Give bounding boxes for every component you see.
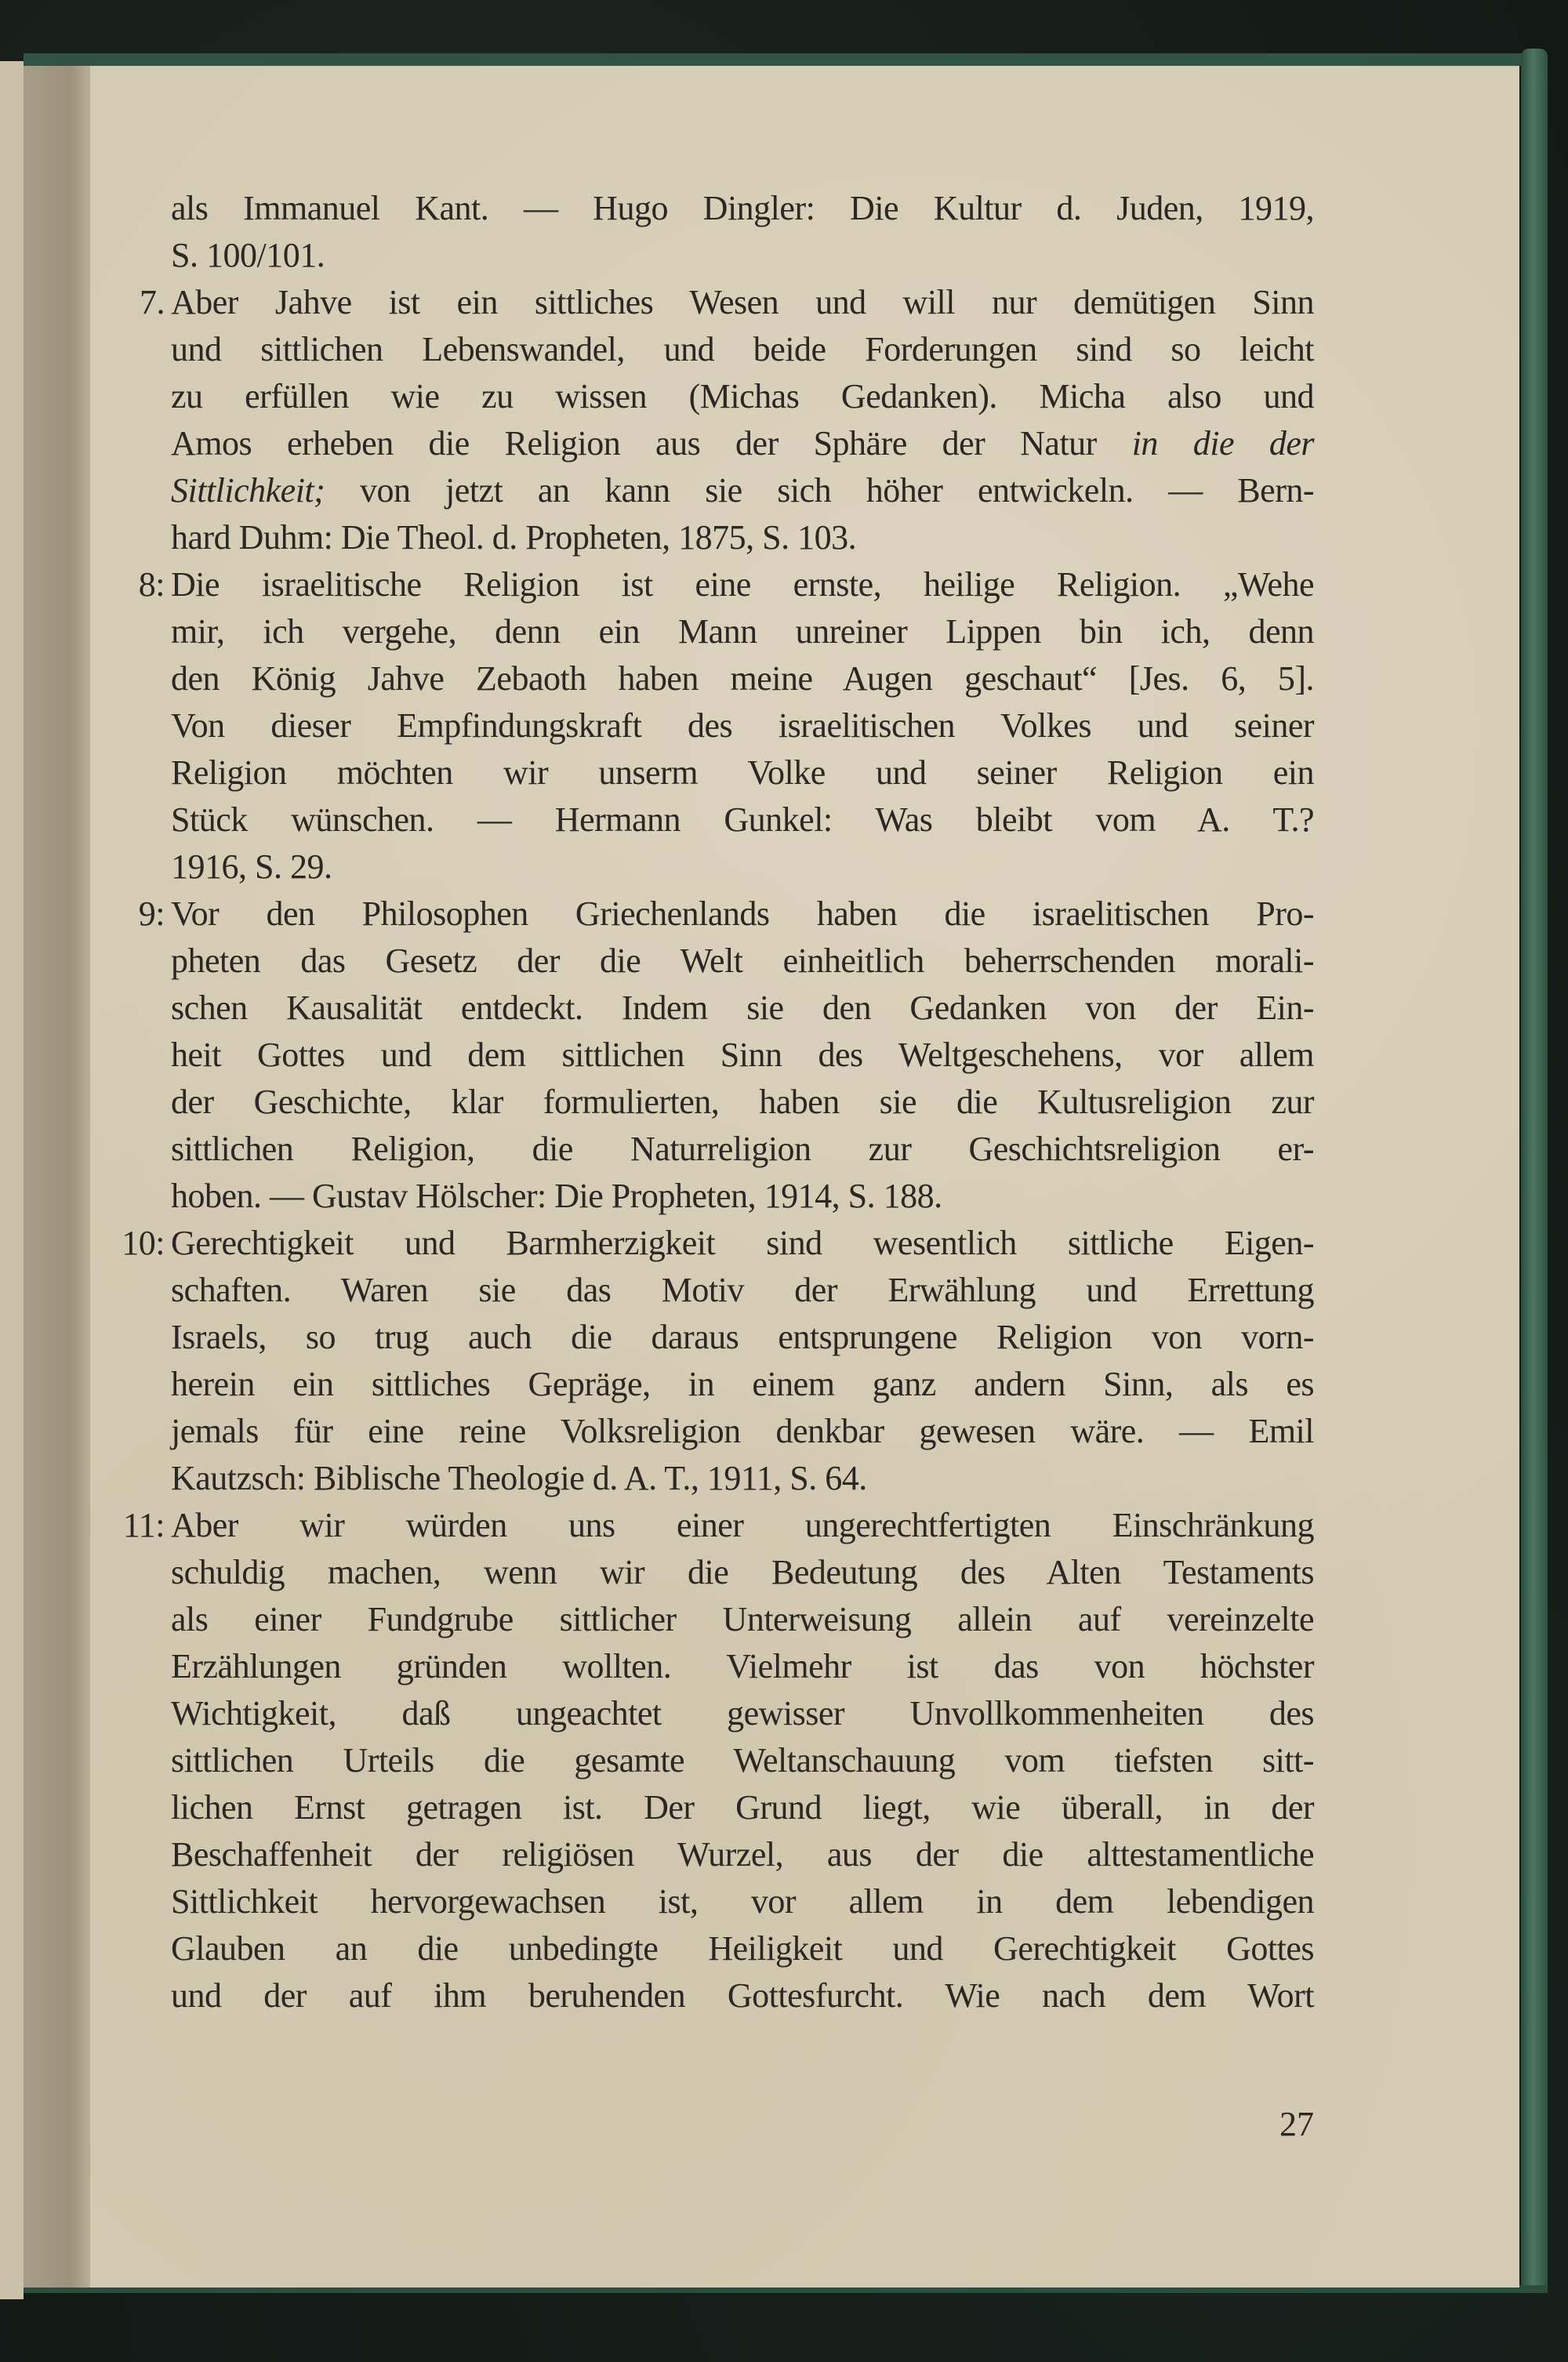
text-line: Die israelitische Religion ist eine ernste, heilige Religion. „Wehe: [171, 565, 1314, 604]
text-line: Religion möchten wir unserm Volke und seiner Religion ein: [171, 753, 1314, 792]
note-10: [122, 1220, 1314, 1502]
text-line: [171, 467, 1314, 514]
text-line: hard Duhm: Die Theol. d. Propheten, 1875, S. 103.: [171, 518, 857, 557]
text-line: Vor den Philosophen Griechenlands haben die israelitischen Pro-: [171, 894, 1314, 933]
text-line: Von dieser Empfindungskraft des israelitischen Volkes und seiner: [171, 706, 1314, 745]
text-line: Erzählungen gründen wollten. Vielmehr ist das von höchster: [171, 1647, 1314, 1685]
text-line: Stück wünschen. — Hermann Gunkel: Was bleibt vom A. T.?: [171, 800, 1314, 839]
text-line: als Immanuel Kant. — Hugo Dingler: Die Kultur d. Juden, 1919,: [171, 189, 1314, 227]
text-line: der Geschichte, klar formulierten, haben sie die Kultusreligion zur: [171, 1083, 1314, 1121]
gutter-shadow: [24, 66, 90, 2288]
note-number: 7.: [140, 283, 165, 321]
text-line: schaften. Waren sie das Motiv der Erwählung und Errettung: [171, 1271, 1314, 1309]
previous-page-edge: [0, 61, 24, 2299]
cover-edge-top: [24, 53, 1544, 66]
text-line: Aber Jahve ist ein sittliches Wesen und will nur demütigen Sinn: [171, 283, 1314, 321]
text-line: Beschaffenheit der religiösen Wurzel, aus der die alttestamentliche: [171, 1835, 1314, 1874]
text-line: S. 100/101.: [171, 236, 325, 274]
text-line: herein ein sittliches Gepräge, in einem ganz andern Sinn, als es: [171, 1365, 1314, 1403]
cover-edge-right: [1521, 49, 1548, 2291]
page-number: 27: [1279, 2105, 1314, 2143]
note-number: 11:: [122, 1506, 165, 1544]
note-9: [138, 891, 1314, 1220]
text-line: mir, ich vergehe, denn ein Mann unreiner Lippen bin ich, denn: [171, 612, 1314, 651]
text-line: 1916, S. 29.: [171, 847, 332, 886]
text-line: pheten das Gesetz der die Welt einheitlich beherrschenden morali-: [171, 942, 1314, 980]
text-line: den König Jahve Zebaoth haben meine Augen geschaut“ [Jes. 6, 5].: [171, 659, 1314, 698]
text-line: als einer Fundgrube sittlicher Unterweisung allein auf vereinzelte: [171, 1600, 1314, 1638]
text-line: und der auf ihm beruhenden Gottesfurcht. Wie nach dem Wort: [171, 1976, 1314, 2015]
italic-emphasis: in die der: [1131, 424, 1315, 463]
text-line: zu erfüllen wie zu wissen (Michas Gedanken). Micha also und: [171, 377, 1314, 415]
continuation-paragraph: [171, 185, 1314, 279]
page-body: [122, 185, 1315, 2019]
text-line: heit Gottes und dem sittlichen Sinn des Weltgeschehens, vor allem: [171, 1036, 1314, 1074]
text-line: Wichtigkeit, daß ungeachtet gewisser Unvollkommenheiten des: [171, 1694, 1314, 1732]
text-line: Israels, so trug auch die daraus entsprungene Religion von vorn-: [171, 1318, 1314, 1356]
text-line: Aber wir würden uns einer ungerechtfertigten Einschränkung: [171, 1506, 1314, 1544]
italic-emphasis: Sittlichkeit;: [171, 471, 325, 510]
text-line: hoben. — Gustav Hölscher: Die Propheten, 1914, S. 188.: [171, 1177, 942, 1215]
book-page: [24, 66, 1519, 2288]
text-line: sittlichen Religion, die Naturreligion zur Geschichtsreligion er-: [171, 1130, 1314, 1168]
text-line: Sittlichkeit hervorgewachsen ist, vor allem in dem lebendigen: [171, 1882, 1314, 1921]
note-number: 9:: [138, 894, 165, 933]
text-line: [171, 420, 1314, 467]
text-line: lichen Ernst getragen ist. Der Grund liegt, wie überall, in der: [171, 1788, 1314, 1827]
text-line: sittlichen Urteils die gesamte Weltanschauung vom tiefsten sitt-: [171, 1741, 1314, 1780]
note-number: 8:: [138, 565, 165, 604]
note-11: [122, 1502, 1314, 2019]
note-number: 10:: [122, 1224, 165, 1262]
text-line: Gerechtigkeit und Barmherzigkeit sind wesentlich sittliche Eigen-: [171, 1224, 1314, 1262]
text-line: und sittlichen Lebenswandel, und beide Forderungen sind so leicht: [171, 330, 1314, 368]
text-line: schuldig machen, wenn wir die Bedeutung des Alten Testaments: [171, 1553, 1314, 1591]
text-line: Kautzsch: Biblische Theologie d. A. T., 1911, S. 64.: [171, 1459, 867, 1497]
note-8: [138, 561, 1314, 891]
note-7: [140, 279, 1315, 561]
text-line: Glauben an die unbedingte Heiligkeit und Gerechtigkeit Gottes: [171, 1929, 1314, 1968]
text-segment: Amos erheben die Religion aus der Sphäre der Natur: [171, 424, 1097, 463]
text-line: schen Kausalität entdeckt. Indem sie den Gedanken von der Ein-: [171, 989, 1314, 1027]
text-line: jemals für eine reine Volksreligion denkbar gewesen wäre. — Emil: [171, 1412, 1314, 1450]
text-segment: von jetzt an kann sie sich höher entwickeln. — Bern-: [359, 471, 1314, 510]
